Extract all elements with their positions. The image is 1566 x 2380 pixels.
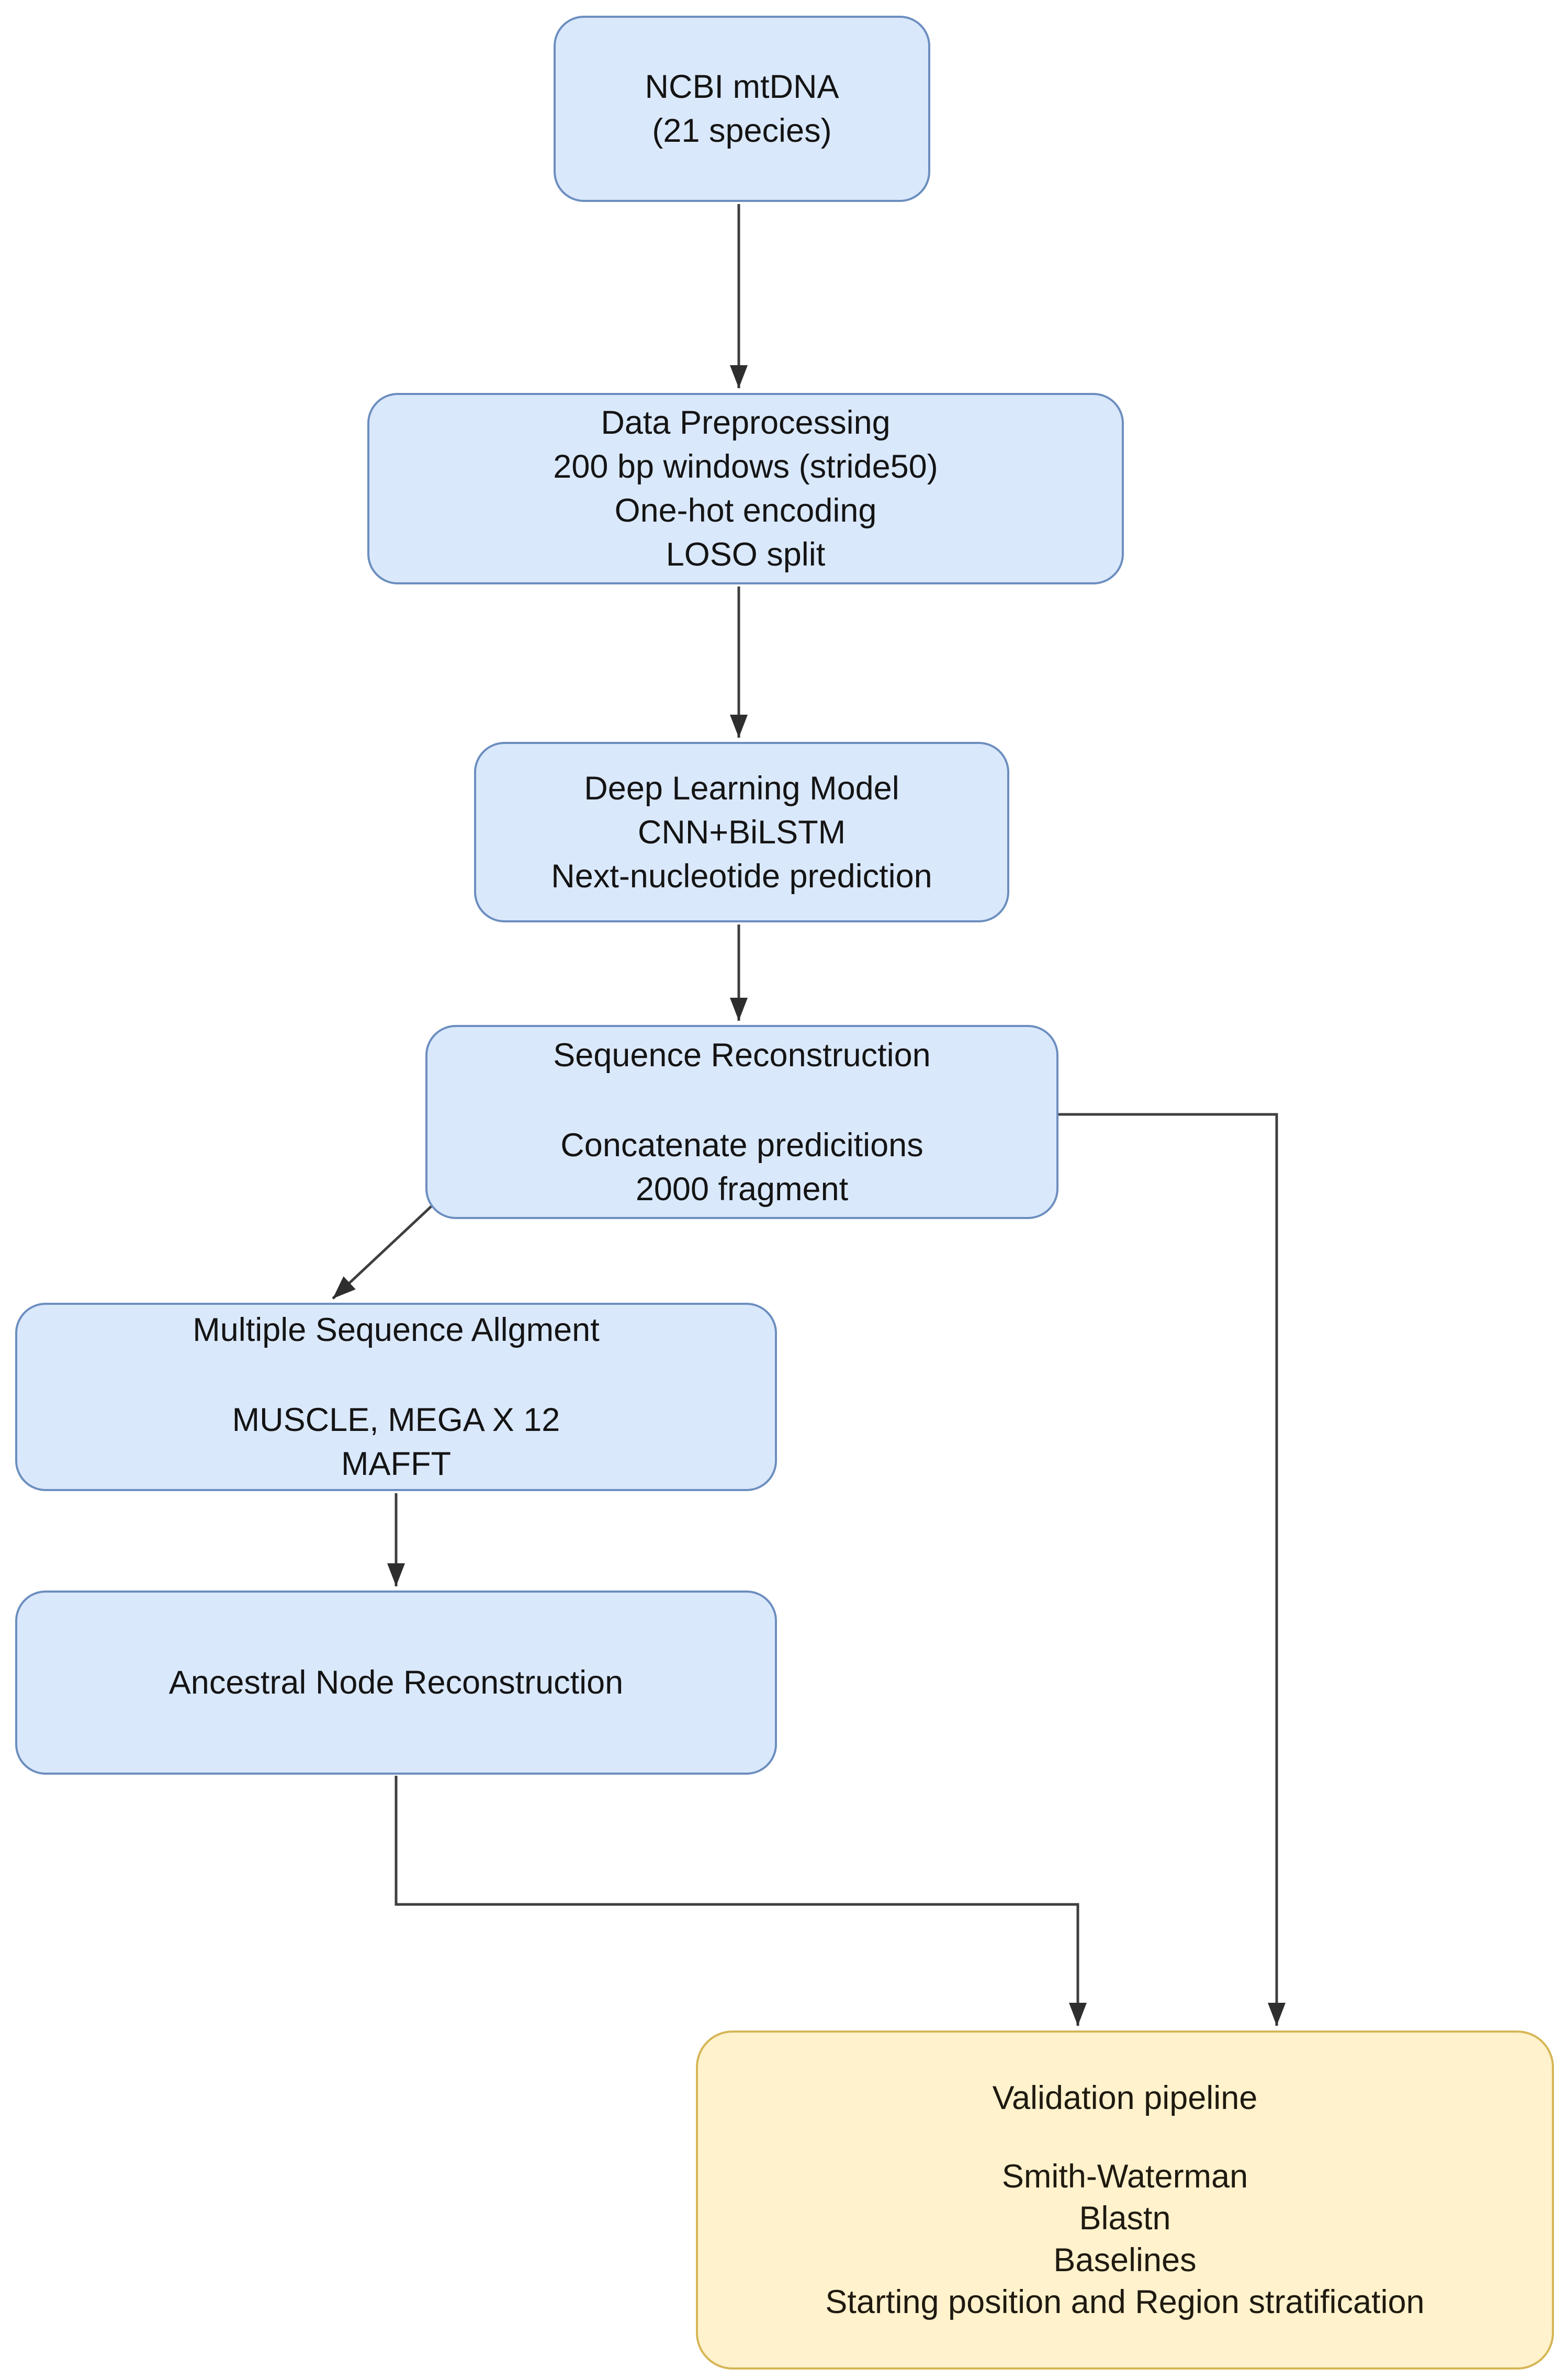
node-title: Ancestral Node Reconstruction <box>168 1664 624 1701</box>
edge-sequence-reconstruction-to-validation <box>1057 1114 1277 2026</box>
node-text-line: 200 bp windows (stride50) <box>553 448 938 485</box>
node-title: Multiple Sequence Allgment <box>193 1312 600 1348</box>
node-text-line: MUSCLE, MEGA X 12 <box>232 1402 560 1438</box>
node-text-line: (21 species) <box>652 112 832 149</box>
node-sequence-reconstruction <box>425 1025 1058 1219</box>
node-title: Validation pipeline <box>992 2080 1258 2116</box>
node-text-line: LOSO split <box>666 536 826 573</box>
node-data-preprocessing <box>367 393 1124 584</box>
node-title: NCBI mtDNA <box>645 69 839 105</box>
node-text-line: Blastn <box>1079 2200 1171 2237</box>
node-text-line: Next-nucleotide prediction <box>551 858 932 895</box>
node-validation-pipeline <box>696 2031 1554 2370</box>
node-ncbi-mtdna <box>554 16 930 202</box>
node-title: Data Preprocessing <box>601 404 891 441</box>
node-text-line: One-hot encoding <box>614 492 877 529</box>
node-text-line: 2000 fragment <box>635 1170 849 1208</box>
node-text-line: Baselines <box>1053 2242 1197 2279</box>
edge-ancestral-to-validation <box>396 1776 1078 2026</box>
node-title: Deep Learning Model <box>584 770 899 807</box>
node-text-line: Starting position and Region stratification <box>825 2284 1425 2320</box>
node-text-line: Concatenate predicitions <box>560 1126 923 1164</box>
node-ancestral-node-reconstruction <box>15 1591 777 1775</box>
node-text-line: CNN+BiLSTM <box>637 814 846 851</box>
node-title: Sequence Reconstruction <box>553 1036 931 1074</box>
node-text-line: Smith-Waterman <box>1001 2158 1248 2195</box>
node-multiple-sequence-alignment <box>15 1303 777 1491</box>
node-deep-learning-model <box>474 742 1009 922</box>
node-text-line: MAFFT <box>341 1446 451 1482</box>
